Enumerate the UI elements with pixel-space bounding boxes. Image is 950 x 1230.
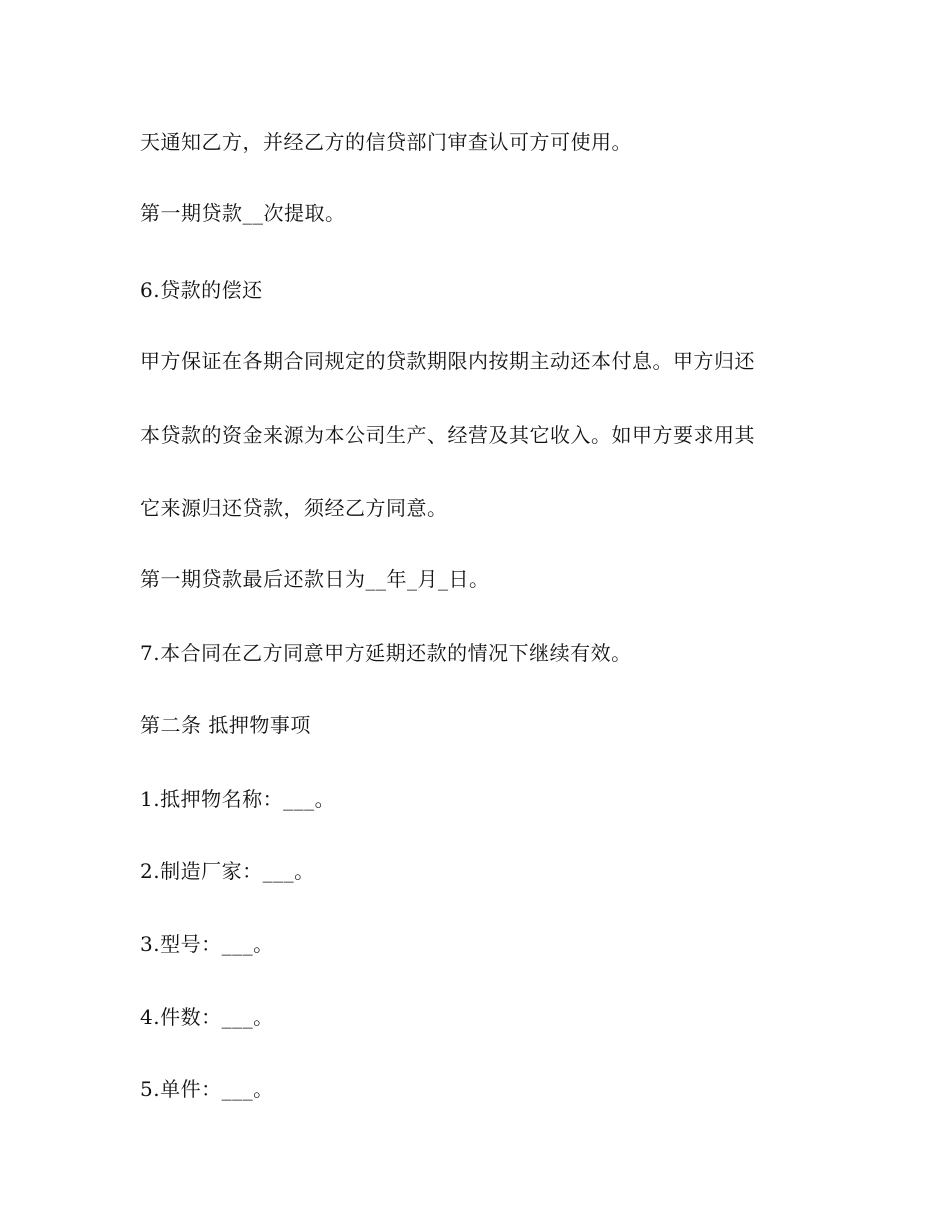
paragraph-line: 第一期贷款__次提取。: [140, 201, 346, 225]
paragraph-line: 第一期贷款最后还款日为__年_月_日。: [140, 567, 490, 591]
list-item: 2.制造厂家：___。: [140, 859, 315, 883]
list-item: 4.件数：___。: [140, 1005, 274, 1029]
section-heading: 6.贷款的偿还: [140, 278, 263, 302]
paragraph-line: 本贷款的资金来源为本公司生产、经营及其它收入。如甲方要求用其: [140, 423, 755, 447]
paragraph-line: 天通知乙方，并经乙方的信贷部门审查认可方可使用。: [140, 130, 632, 154]
paragraph-line: 7.本合同在乙方同意甲方延期还款的情况下继续有效。: [140, 641, 632, 665]
list-item: 5.单件：___。: [140, 1077, 274, 1101]
paragraph-line: 甲方保证在各期合同规定的贷款期限内按期主动还本付息。甲方归还: [140, 349, 755, 373]
article-heading: 第二条 抵押物事项: [140, 713, 311, 737]
list-item: 3.型号：___。: [140, 932, 274, 956]
paragraph-line: 它来源归还贷款，须经乙方同意。: [140, 496, 448, 520]
list-item: 1.抵押物名称：___。: [140, 787, 336, 811]
